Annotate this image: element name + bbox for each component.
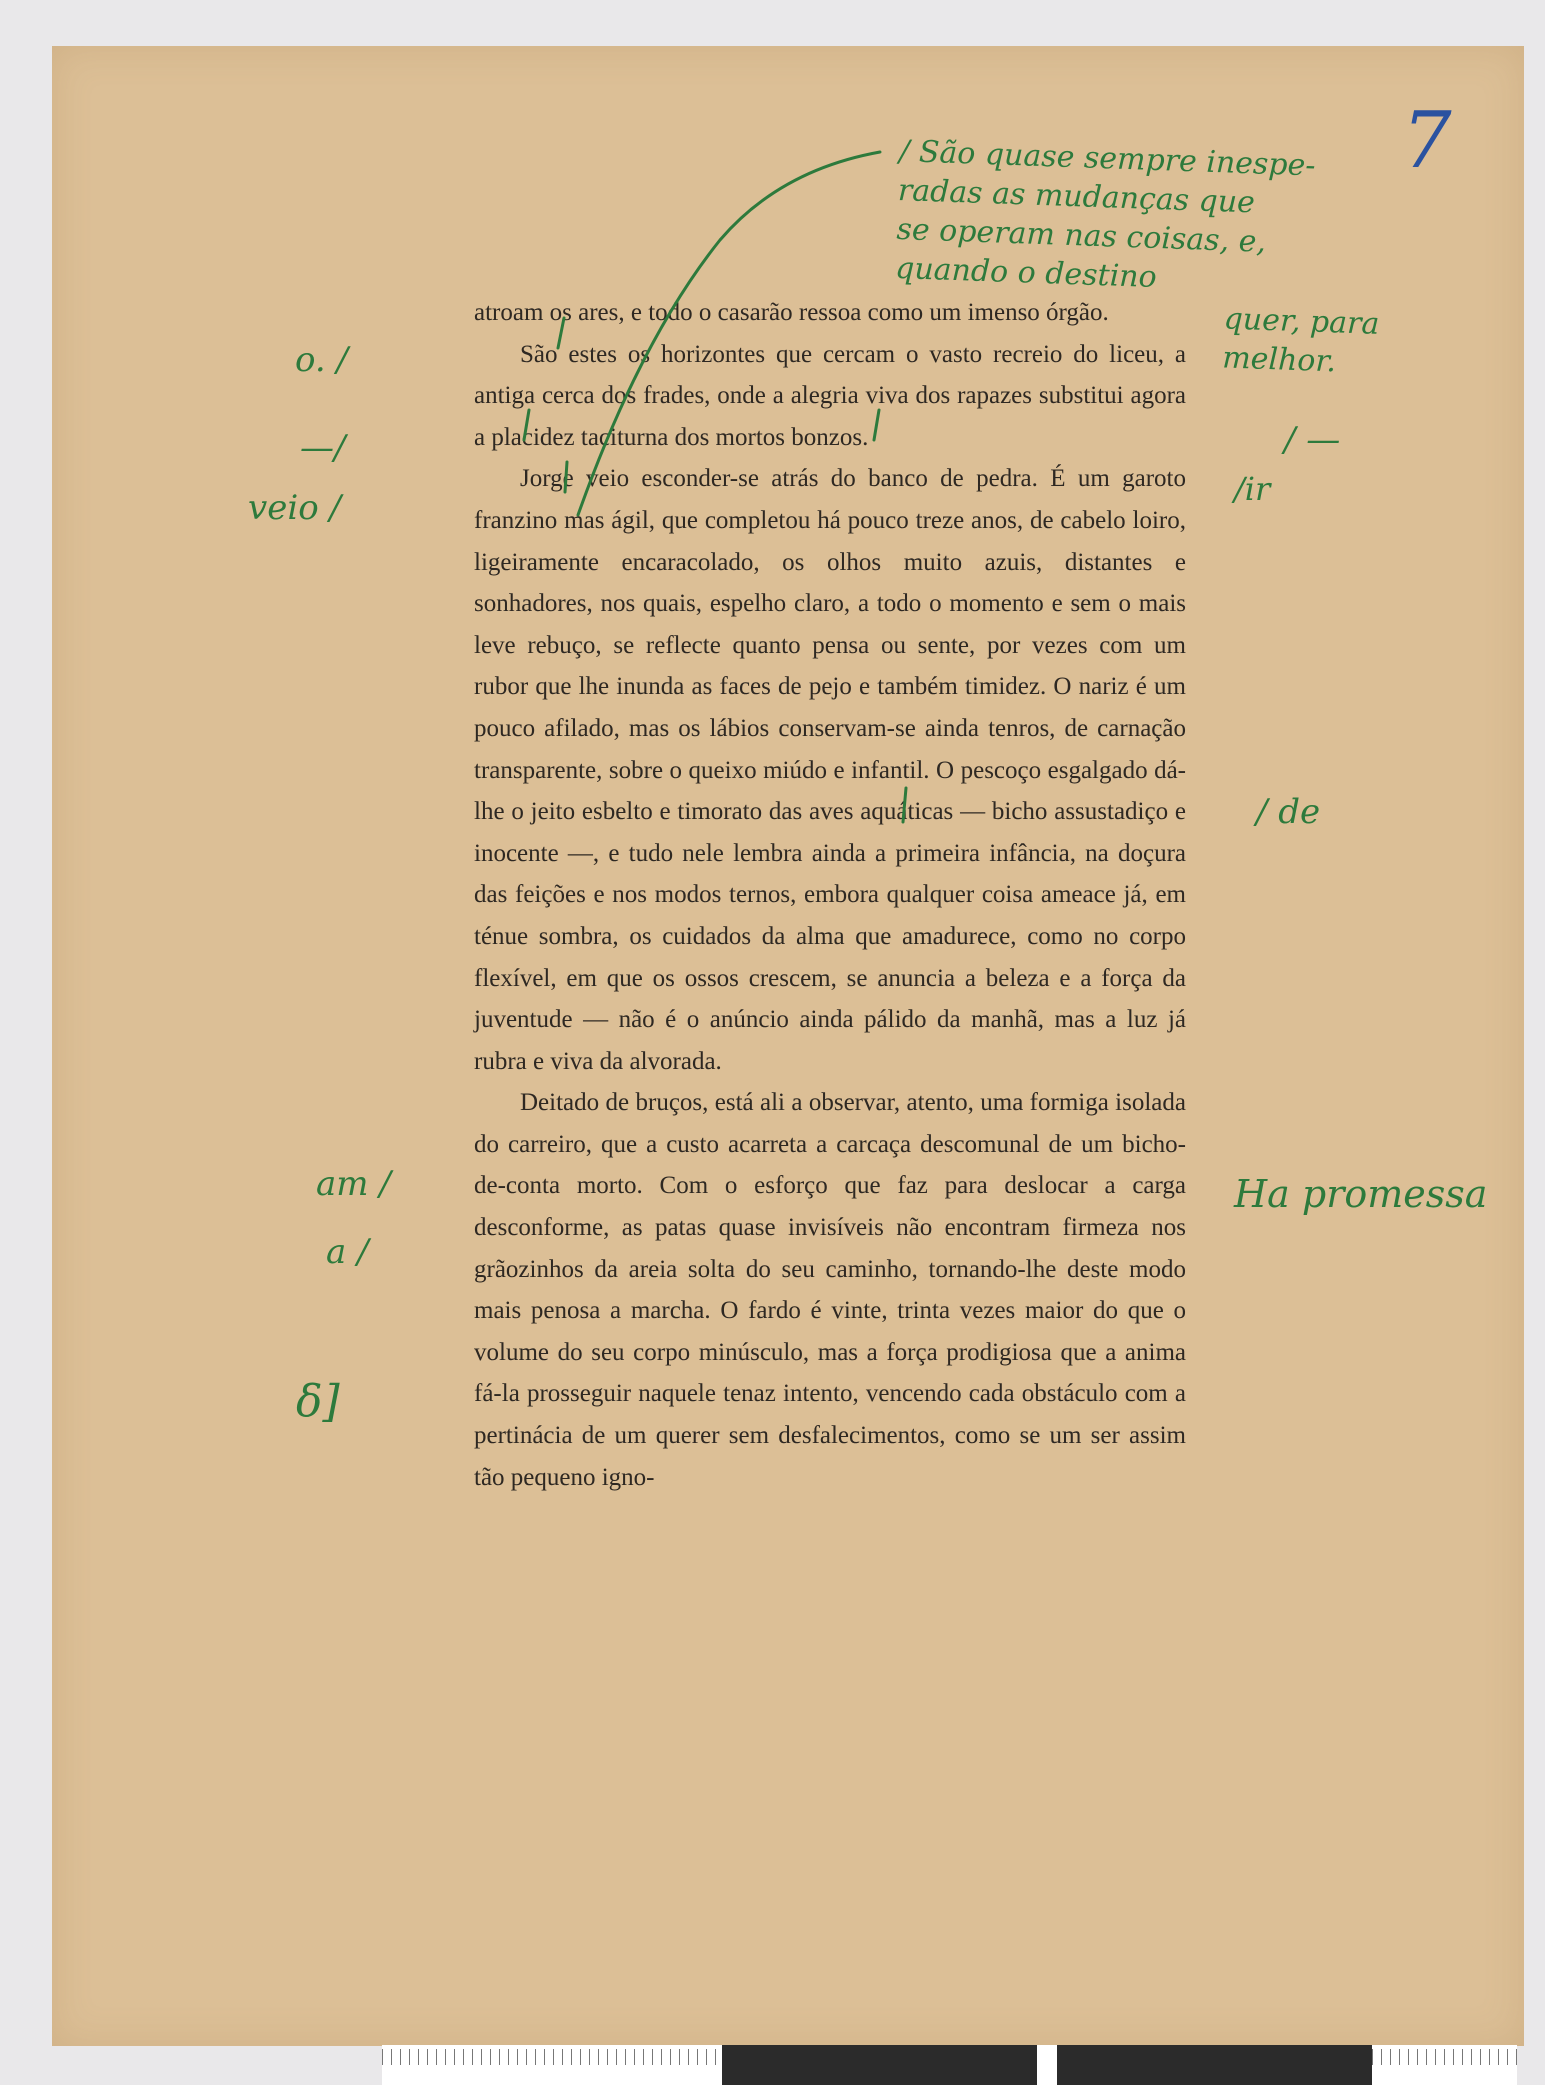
caret-mark [565,462,567,492]
margin-mark-left: veio / [248,488,341,528]
margin-mark-right: / de [1256,792,1321,832]
margin-mark-left: δ] [296,1376,340,1427]
scale-ruler [382,2045,1517,2085]
margin-mark-right: /ir [1234,470,1271,508]
ruler-ticks [382,2049,722,2065]
ruler-block [1057,2045,1372,2085]
paragraph: São estes os horizontes que cercam o vasto recreio do liceu, a antiga cerca dos frades, onde a alegria viva dos rapazes substitui agora a placidez taciturna dos mortos bonzos. [474,340,1186,451]
caret-mark [903,788,906,822]
note-line: se operam nas coisas, e, [895,211,1267,260]
paragraph: Deitado de bruços, está ali a observar, atento, uma formiga isolada do carreiro, que a custo acarreta a carcaça descomunal de um bicho-de-conta morto. Com o esforço que faz para deslocar a carga desconforme, as patas quase invisíveis não encontram firmeza nos grãozinhos da areia solta do seu caminho, tornando-lhe deste modo mais penosa a marcha. O fardo é vinte, trinta vezes maior do que o volume do seu corpo minúsculo, mas a força prodigiosa que a anima fá-la prosseguir naquele tenaz intento, vencendo cada obstáculo com a pertinácia de um querer sem desfalecimentos, como se um ser assim tão pequeno igno- [474,1089,1186,1491]
margin-mark-left: am / [316,1164,391,1204]
paragraph: atroam os ares, e todo o casarão ressoa como um imenso órgão. [474,299,1109,326]
note-line: melhor. [1221,340,1337,380]
margin-mark-left: —/ [300,428,346,468]
page-number: 7 [1402,96,1452,186]
margin-mark-left: a / [326,1232,369,1272]
note-line: / São quase sempre inespe- [898,133,1317,184]
caret-mark [874,410,879,440]
note-line: quando o destino [894,250,1158,296]
caret-mark [524,410,529,440]
caret-mark [558,318,564,348]
ruler-ticks [1372,2049,1517,2065]
note-line: quer, para [1223,301,1380,342]
insertion-guide-line [578,152,880,515]
margin-mark-right: Ha promessa [1234,1172,1488,1216]
margin-mark-left: o. / [295,340,348,380]
paragraph: Jorge veio esconder-se atrás do banco de pedra. É um garoto franzino mas ágil, que completou há pouco treze anos, de cabelo loiro, ligeiramente encaracolado, os olhos muito azuis, distantes e sonhadores, nos quais, espelho claro, a todo o momento e sem o mais leve rebuço, se reflecte quanto pensa ou sente, por vezes com um rubor que lhe inunda as faces de pejo e também timidez. O nariz é um pouco afilado, mas os lábios conservam-se ainda tenros, de carnação transparente, sobre o queixo miúdo e infantil. O pescoço esgalgado dá-lhe o jeito esbelto e timorato das aves aquáticas — bicho assustadiço e inocente —, e tudo nele lembra ainda a primeira infância, na doçura das feições e nos modos ternos, embora qualquer coisa ameace já, em ténue sombra, os cuidados da alma que amadurece, como no corpo flexível, em que os ossos crescem, se anuncia a beleza e a força da juventude — não é o anúncio ainda pálido da manhã, mas a luz já rubra e viva da alvorada. [474,465,1186,1075]
note-line: radas as mudanças que [897,172,1256,221]
margin-mark-right: / — [1284,420,1341,460]
ruler-gap [1037,2045,1057,2085]
ruler-block [722,2045,1037,2085]
